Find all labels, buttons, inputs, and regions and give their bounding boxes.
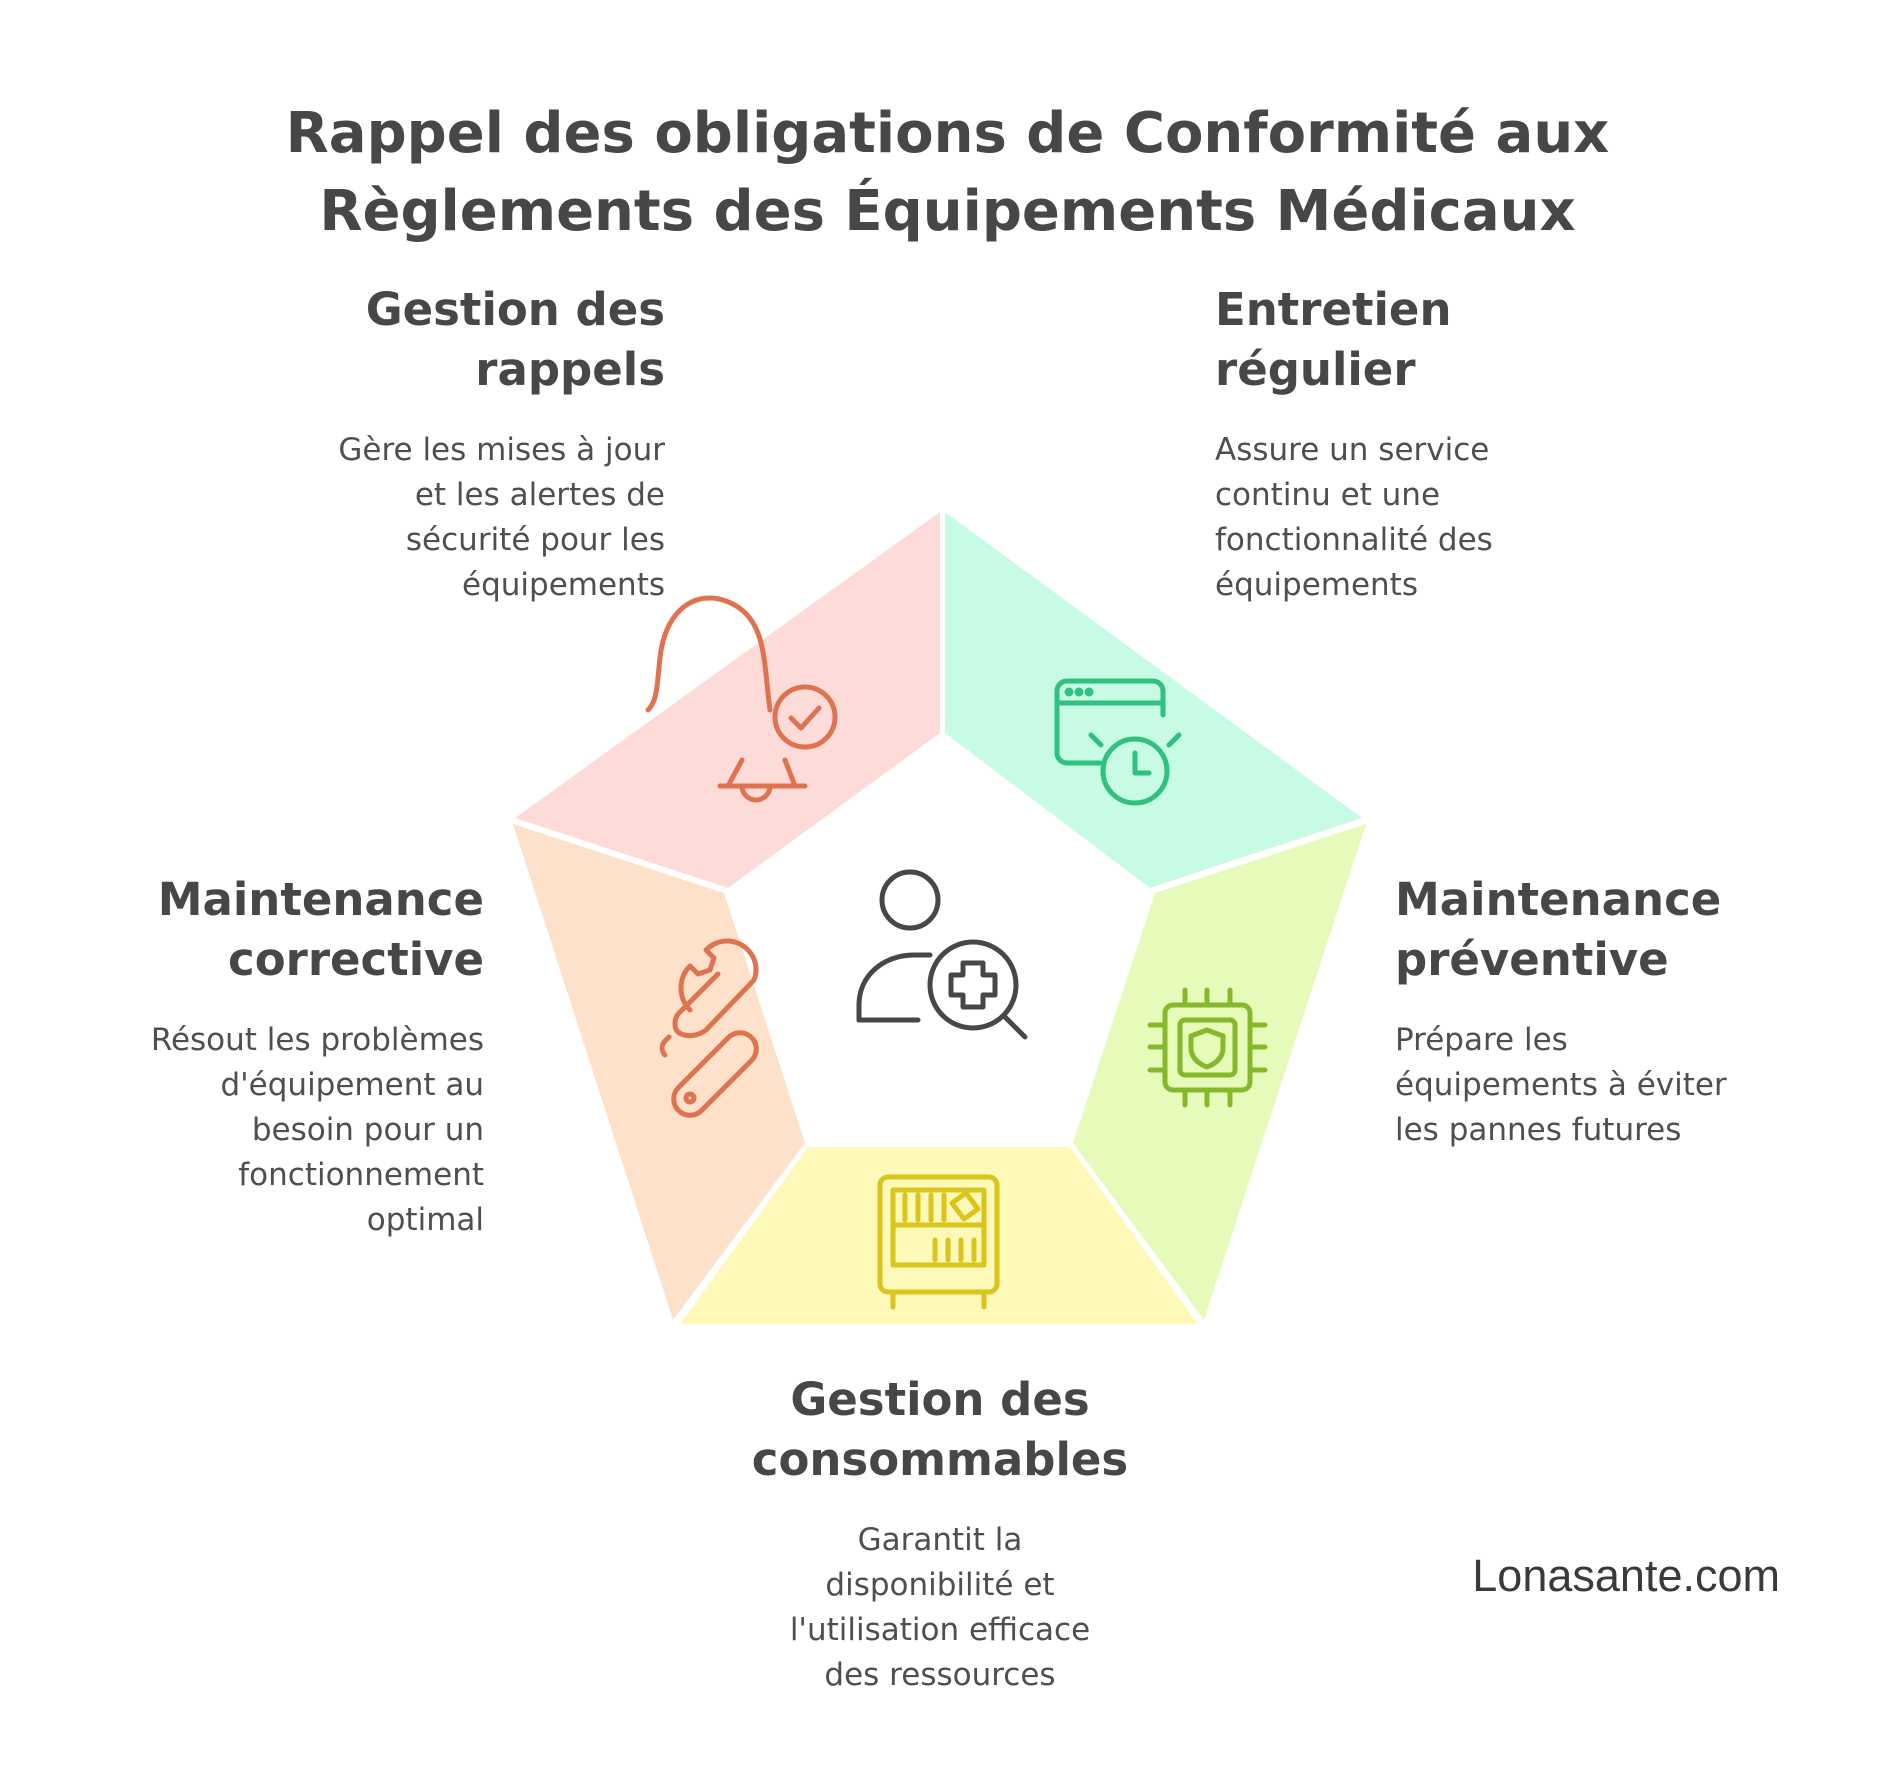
user-medical-search-icon bbox=[859, 872, 1025, 1037]
segment-corrective-title-line1: Maintenance bbox=[157, 873, 484, 926]
segment-corrective-title bbox=[60, 870, 484, 990]
segment-consommables-desc: Garantit la disponibilité et l'utilisation efficace des ressources bbox=[789, 1522, 1091, 1693]
segment-corrective-desc: Résout les problèmes d'équipement au besoin pour un fonctionnement optimal bbox=[150, 1022, 484, 1238]
segment-rappels-title-line2: rappels bbox=[475, 343, 665, 396]
segment-corrective-title-line2: corrective bbox=[228, 933, 484, 986]
segment-entretien-text bbox=[1215, 280, 1635, 608]
segment-preventive-title-line2: préventive bbox=[1395, 933, 1669, 986]
segment-preventive-text bbox=[1395, 870, 1815, 1153]
page-title-line1: Rappel des obligations de Conformité aux bbox=[285, 101, 1610, 166]
segment-rappels-desc: Gère les mises à jour et les alertes de sécurité pour les équipements bbox=[338, 432, 665, 603]
segment-entretien-title bbox=[1215, 280, 1635, 400]
segment-entretien-title-line1: Entretien bbox=[1215, 283, 1452, 336]
segment-rappels-title-line1: Gestion des bbox=[365, 283, 665, 336]
segment-entretien-desc: Assure un service continu et une fonctionnalité des équipements bbox=[1215, 432, 1493, 603]
segment-entretien-title-line2: régulier bbox=[1215, 343, 1416, 396]
segment-consommables-text bbox=[700, 1370, 1180, 1698]
segment-rappels-text bbox=[240, 280, 665, 608]
brand-watermark: Lonasante.com bbox=[1472, 1550, 1780, 1601]
segment-preventive-desc: Prépare les équipements à éviter les pannes futures bbox=[1395, 1022, 1727, 1148]
segment-consommables-title bbox=[700, 1370, 1180, 1490]
page-title-line2: Règlements des Équipements Médicaux bbox=[319, 179, 1576, 244]
segment-preventive-title bbox=[1395, 870, 1815, 990]
segment-preventive-title-line1: Maintenance bbox=[1395, 873, 1722, 926]
segment-rappels-title bbox=[240, 280, 665, 400]
segment-corrective-text bbox=[60, 870, 484, 1243]
segment-consommables-title-line1: Gestion des bbox=[790, 1373, 1090, 1426]
segment-consommables-title-line2: consommables bbox=[751, 1433, 1129, 1486]
